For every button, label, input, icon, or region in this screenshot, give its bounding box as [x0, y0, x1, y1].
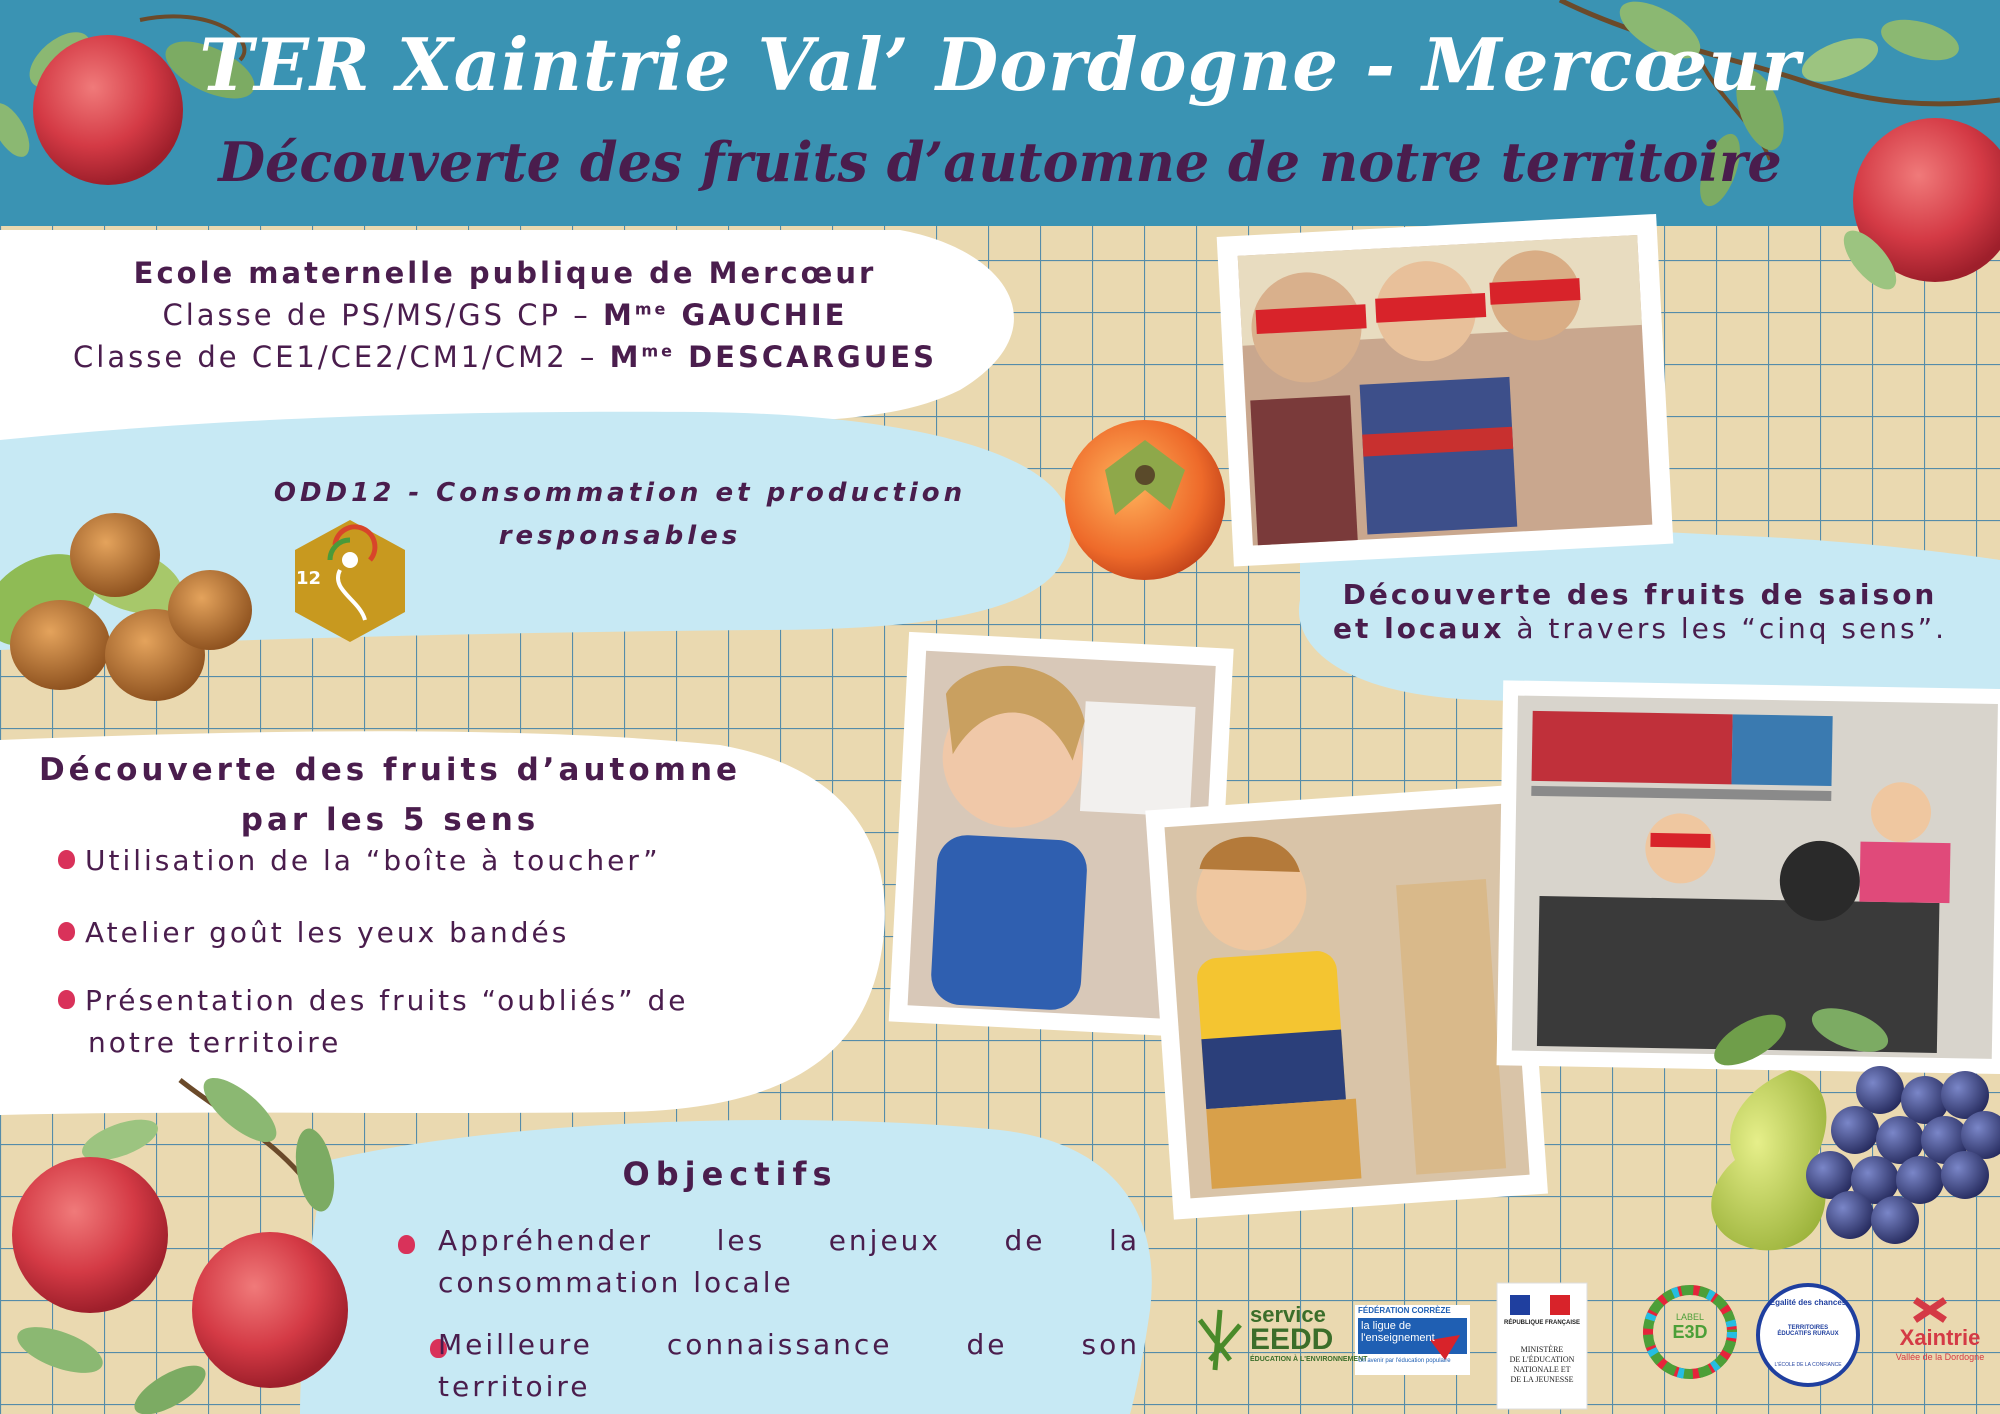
objectif-2-line-1: Meilleure connaissance de son	[438, 1328, 1140, 1361]
logo-e3d-top: LABEL	[1675, 1312, 1705, 1322]
logo-ligue-main: la ligue de l'enseignement	[1361, 1320, 1435, 1344]
poster-title: TER Xaintrie Val’ Dordogne - Mercœur	[199, 22, 1801, 107]
sens-item-1: Utilisation de la “boîte à toucher”	[58, 840, 661, 882]
apple-bullet-icon	[58, 990, 75, 1009]
objectif-1-line-2: consommation locale	[438, 1266, 794, 1299]
photo-touch-box	[1145, 784, 1548, 1219]
logo-ligue-sub: Un avenir par l'éducation populaire	[1358, 1358, 1451, 1364]
logo-egalite-mid: TERRITOIRES ÉDUCATIFS RURAUX	[1777, 1325, 1839, 1337]
photo-blindfold-tasting	[1217, 214, 1674, 567]
objectifs-heading: Objectifs	[622, 1155, 838, 1193]
logo-eedd-text: service EEDD ÉDUCATION À L'ENVIRONNEMENT	[1250, 1302, 1368, 1363]
sens-item-3-cont: notre territoire	[88, 1026, 342, 1059]
sens-item-3: Présentation des fruits “oubliés” de	[58, 980, 689, 1022]
photo-classroom	[1497, 680, 2000, 1074]
logo-egalite-bottom: L'ÉCOLE DE LA CONFIANCE	[1774, 1362, 1842, 1368]
apple-bullet-icon	[398, 1235, 415, 1254]
objectif-2-line-2: territoire	[438, 1370, 591, 1403]
apple-bullet-icon	[58, 922, 75, 941]
class-line-2: Classe de $CE1/CE2/CM1/CM2 - M^{me}$ DESCARGUES	[73, 340, 937, 374]
sens-heading-1: Découverte des fruits d’automne	[38, 752, 742, 788]
logo-egalite-top: Égalité des chances	[1769, 1298, 1847, 1307]
school-name: Ecole maternelle publique de Mercœur	[133, 256, 877, 290]
logo-rep-1: RÉPUBLIQUE FRANÇAISE	[1503, 1320, 1580, 1326]
poster-subtitle: Découverte des fruits d’automne de notre territoire	[218, 130, 1782, 194]
persimmon	[1065, 420, 1225, 580]
sens-item-2: Atelier goût les yeux bandés	[58, 912, 569, 954]
apple-bullet-icon	[58, 850, 75, 869]
saison-line-1: Découverte des fruits de saison	[1342, 578, 1938, 611]
objectif-1-line-1: Appréhender les enjeux de la	[438, 1224, 1140, 1257]
logo-e3d-main: E3D	[1672, 1322, 1708, 1342]
class-line-1: Classe de PS/MS/GS CP – $M^{me}$ GAUCHIE	[162, 298, 848, 332]
logo-xaintrie-name: Xaintrie	[1899, 1325, 1981, 1350]
logo-ligue-top: FÉDÉRATION CORRÈZE	[1358, 1306, 1451, 1315]
odd-line-2: responsables	[498, 521, 742, 551]
sens-heading-2: par les 5 sens	[240, 802, 540, 838]
logo-rep-ministry: MINISTÈRE DE L'ÉDUCATION NATIONALE ET DE LA JEUNESSE	[1509, 1345, 1575, 1384]
odd-line-1: ODD12 - Consommation et production	[273, 478, 967, 508]
odd-badge-number: 12	[296, 568, 322, 589]
saison-line-2: et locaux à travers les “cinq sens”.	[1332, 612, 1947, 645]
logo-xaintrie-sub: Vallée de la Dordogne	[1895, 1352, 1985, 1362]
